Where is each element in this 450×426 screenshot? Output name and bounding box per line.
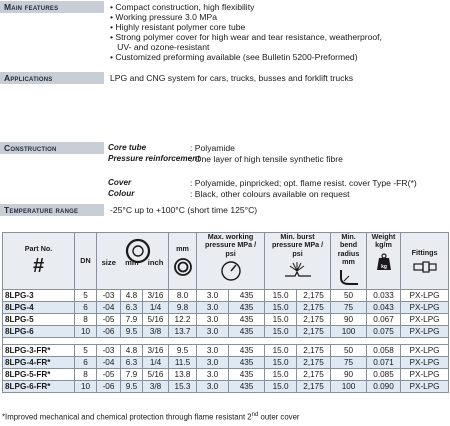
section-construction: Construction (0, 142, 104, 154)
temperature-text: -25°C up to +100°C (short time 125°C) (110, 205, 258, 215)
table-cell: 3.0 (197, 290, 229, 302)
table-cell: PX-LPG (401, 302, 449, 314)
table-cell: 15.0 (265, 369, 297, 381)
table-cell: -06 (97, 326, 121, 338)
table-cell: 6.3 (121, 357, 143, 369)
table-cell: 12.2 (169, 314, 197, 326)
table-row (3, 369, 449, 381)
table-cell: 3.0 (197, 345, 229, 357)
table-cell: 9.5 (121, 381, 143, 393)
table-cell: 13.8 (169, 369, 197, 381)
table-cell: PX-LPG (401, 314, 449, 326)
table-row (3, 345, 449, 357)
part-number-cell: 8LPG-4-FR* (3, 357, 75, 369)
weight-icon (375, 253, 393, 271)
table-cell: 1/4 (143, 357, 169, 369)
part-number-cell: 8LPG-6-FR* (3, 381, 75, 393)
table-cell: PX-LPG (401, 345, 449, 357)
table-cell: 2,175 (297, 357, 331, 369)
header-mm-id: mm (125, 258, 139, 267)
table-cell: 435 (229, 369, 265, 381)
table-cell: 15.0 (265, 290, 297, 302)
header-bend: Min. bend radius mm (337, 232, 360, 267)
table-cell: 15.0 (265, 357, 297, 369)
part-number-cell: 8LPG-4 (3, 302, 75, 314)
footnote-end: outer cover (258, 412, 300, 422)
col-part (3, 233, 75, 290)
table-cell: PX-LPG (401, 369, 449, 381)
header-size: size (101, 258, 116, 267)
feature-item: • Customized preforming available (see Bulletin 5200-Preformed) (110, 52, 358, 63)
table-cell: -05 (97, 369, 121, 381)
col-weight (367, 233, 401, 290)
table-cell: 5 (75, 290, 97, 302)
table-cell: 6 (75, 357, 97, 369)
table-cell: 8 (75, 314, 97, 326)
table-cell: PX-LPG (401, 290, 449, 302)
table-cell: 9.5 (121, 326, 143, 338)
header-fittings: Fittings (411, 247, 438, 257)
table-cell: 0.085 (367, 369, 401, 381)
header-inch: inch (147, 258, 164, 267)
table-cell: 435 (229, 314, 265, 326)
header-burst: Min. burst pressure MPa / psi (271, 232, 324, 258)
section-temperature: Temperature range (0, 204, 104, 216)
table-cell: 3.0 (197, 369, 229, 381)
header-part: Part No. (24, 243, 53, 253)
table-cell: 7.9 (121, 369, 143, 381)
table-cell: 8.0 (169, 290, 197, 302)
table-cell: 2,175 (297, 314, 331, 326)
part-number-cell: 8LPG-6 (3, 326, 75, 338)
hash-symbol: # (32, 255, 45, 278)
table-row (3, 381, 449, 393)
table-cell: 0.067 (367, 314, 401, 326)
table-cell: 100 (331, 381, 367, 393)
table-cell: -03 (97, 290, 121, 302)
col-dn (75, 233, 97, 290)
table-cell: 435 (229, 357, 265, 369)
table-cell: 90 (331, 314, 367, 326)
table-cell: 435 (229, 326, 265, 338)
footnote-text: *Improved mechanical and chemical protection through flame resistant 2 (2, 412, 252, 422)
footnote-sup: nd (251, 412, 259, 418)
bend-radius-icon (338, 268, 360, 286)
table-cell: 8 (75, 369, 97, 381)
table-cell: 3/8 (143, 381, 169, 393)
section-applications: Applications (0, 72, 104, 84)
table-cell: 2,175 (297, 381, 331, 393)
table-cell: 15.3 (169, 381, 197, 393)
colour-value: : Black, other colours available on request (190, 189, 350, 199)
table-cell: 50 (331, 345, 367, 357)
table-cell: 90 (331, 369, 367, 381)
table-cell: 3.0 (197, 357, 229, 369)
feature-item: • Working pressure 3.0 MPa (110, 12, 217, 23)
table-row (3, 326, 449, 338)
cover-value: : Polyamide, pinpricked; opt. flame resist. cover Type -FR(*) (190, 178, 417, 188)
part-number-cell: 8LPG-3-FR* (3, 345, 75, 357)
table-group-fr (3, 345, 449, 393)
table-cell: 15.0 (265, 314, 297, 326)
feature-item: • Compact construction, high flexibility (110, 2, 255, 12)
col-working (197, 233, 265, 290)
table-cell: 6.3 (121, 302, 143, 314)
table-cell: 13.7 (169, 326, 197, 338)
table-cell: 4.8 (121, 345, 143, 357)
table-cell: -04 (97, 357, 121, 369)
table-cell: 2,175 (297, 345, 331, 357)
table-cell: 5/16 (143, 369, 169, 381)
outer-diameter-icon (173, 257, 193, 277)
header-weight: Weight kg/m (371, 232, 396, 250)
feature-item: • Highly resistant polymer core tube (110, 22, 246, 33)
table-cell: 100 (331, 326, 367, 338)
col-fittings (401, 233, 449, 290)
table-row (3, 290, 449, 302)
table-cell: 15.0 (265, 381, 297, 393)
table-cell: 50 (331, 290, 367, 302)
table-cell: 3/16 (143, 290, 169, 302)
core-tube-label: Core tube (108, 143, 147, 152)
table-row (3, 357, 449, 369)
feature-item: • Strong polymer cover for high wear and tear resistance, weatherproof, (110, 32, 382, 43)
table-cell: 3/8 (143, 326, 169, 338)
table-cell: -05 (97, 314, 121, 326)
table-cell: 3.0 (197, 381, 229, 393)
burst-icon (283, 260, 313, 280)
table-cell: 5/16 (143, 314, 169, 326)
header-mm-od: mm (176, 243, 189, 253)
table-cell: PX-LPG (401, 357, 449, 369)
table-cell: 1/4 (143, 302, 169, 314)
table-cell: 0.075 (367, 326, 401, 338)
table-cell: 0.090 (367, 381, 401, 393)
table-cell: -04 (97, 302, 121, 314)
table-cell: 0.033 (367, 290, 401, 302)
spacer-cell (3, 338, 449, 345)
table-row (3, 314, 449, 326)
applications-text: LPG and CNG system for cars, trucks, busses and forklift trucks (110, 73, 354, 83)
table-cell: 15.0 (265, 302, 297, 314)
part-number-cell: 8LPG-5-FR* (3, 369, 75, 381)
table-cell: 2,175 (297, 326, 331, 338)
fitting-icon (413, 261, 437, 273)
table-cell: 435 (229, 302, 265, 314)
table-cell: -06 (97, 381, 121, 393)
table-cell: -03 (97, 345, 121, 357)
table-cell: PX-LPG (401, 381, 449, 393)
table-cell: 435 (229, 345, 265, 357)
table-cell: 4.8 (121, 290, 143, 302)
svg-text:kg: kg (380, 263, 387, 270)
table-cell: 3.0 (197, 302, 229, 314)
table-cell: 11.5 (169, 357, 197, 369)
col-size-group (97, 233, 169, 290)
core-tube-value: : Polyamide (190, 143, 235, 153)
table-row (3, 302, 449, 314)
footnote (2, 412, 300, 422)
table-cell: 435 (229, 381, 265, 393)
table-cell: 3/16 (143, 345, 169, 357)
table-group-standard (3, 290, 449, 338)
col-burst (265, 233, 331, 290)
table-cell: 15.0 (265, 345, 297, 357)
features-list (110, 2, 382, 63)
table-cell: 5 (75, 345, 97, 357)
table-cell: PX-LPG (401, 326, 449, 338)
table-cell: 10 (75, 326, 97, 338)
table-cell: 3.0 (197, 314, 229, 326)
feature-item: UV- and ozone-resistant (110, 42, 210, 53)
reinforcement-label: Pressure reinforcement (108, 154, 200, 163)
pressure-gauge-icon (220, 260, 242, 282)
table-cell: 435 (229, 290, 265, 302)
col-od (169, 233, 197, 290)
header-working: Max. working pressure MPa / psi (204, 232, 257, 258)
table-cell: 9.8 (169, 302, 197, 314)
product-table (2, 232, 449, 393)
table-cell: 10 (75, 381, 97, 393)
table-cell: 0.058 (367, 345, 401, 357)
table-header-row (3, 233, 449, 290)
table-cell: 9.5 (169, 345, 197, 357)
table-cell: 0.043 (367, 302, 401, 314)
table-spacer-row (3, 338, 449, 345)
table-cell: 2,175 (297, 290, 331, 302)
table-cell: 3.0 (197, 326, 229, 338)
table-cell: 15.0 (265, 326, 297, 338)
colour-label: Colour (108, 189, 135, 198)
header-dn: DN (80, 255, 91, 265)
table-cell: 6 (75, 302, 97, 314)
col-bend (331, 233, 367, 290)
table-cell: 2,175 (297, 302, 331, 314)
table-cell: 7.9 (121, 314, 143, 326)
table-cell: 75 (331, 357, 367, 369)
reinforcement-value: : One layer of high tensile synthetic fibre (190, 154, 343, 164)
part-number-cell: 8LPG-3 (3, 290, 75, 302)
section-main-features: Main features (0, 1, 104, 13)
table-cell: 0.071 (367, 357, 401, 369)
table-cell: 75 (331, 302, 367, 314)
part-number-cell: 8LPG-5 (3, 314, 75, 326)
table-cell: 2,175 (297, 369, 331, 381)
cover-label: Cover (108, 178, 132, 187)
